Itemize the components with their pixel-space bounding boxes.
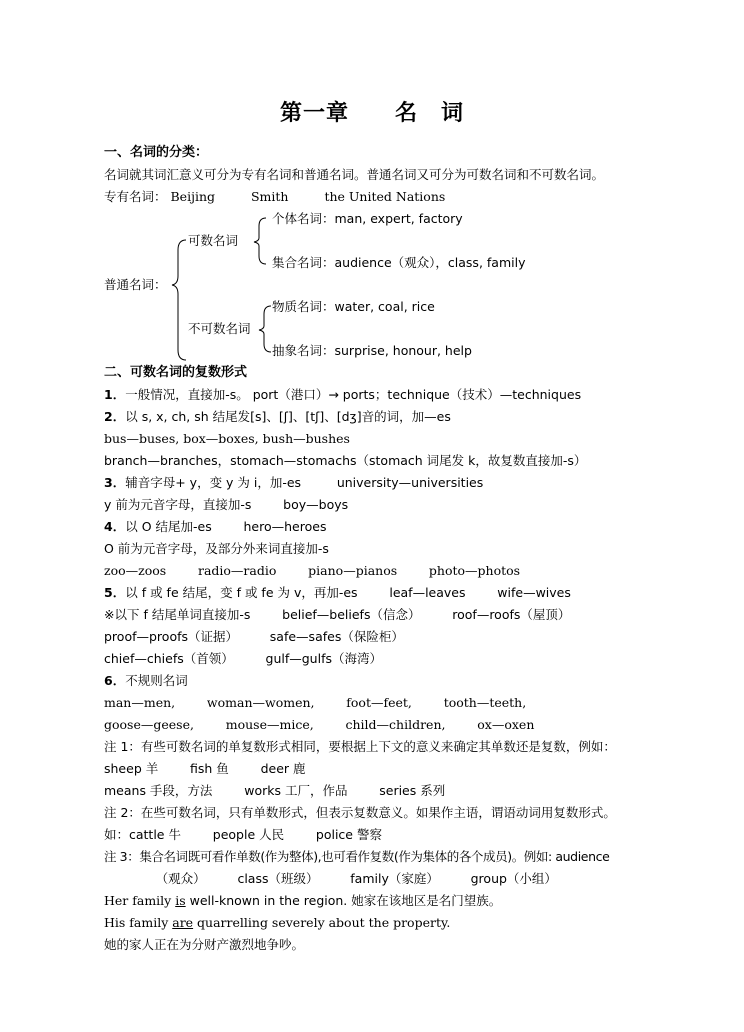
proper-example-1: Beijing [170,189,216,204]
text-line: means 手段，方法 works 工厂，作品 series 系列 [104,783,446,798]
rule-6: 6．不规则名词 [104,673,188,688]
common-noun-label: 普通名词： [104,277,167,292]
note-1: 注 1：有些可数名词的单复数形式相同，要根据上下文的意义来确定其单数还是复数，例如： [104,739,616,754]
text-line: sheep 羊 fish 鱼 deer 鹿 [104,761,306,776]
text-line: proof—proofs（证据） safe—safes（保险柜） [104,629,404,644]
text-line: goose—geese, mouse—mice, child—children, ox—oxen [104,717,535,732]
rule-number: 4 [104,519,113,534]
material-noun-item: 物质名词：water, coal, rice [272,299,435,314]
note-2: 注 2：在些可数名词，只有单数形式，但表示复数意义。如果作主语，谓语动词用复数形式。 [104,805,616,820]
text-line: 如：cattle 牛 people 人民 police 警察 [104,827,382,842]
countable-noun-label: 可数名词 [188,233,239,248]
note-3: 注 3：集合名词既可看作单数(作为整体),也可看作复数(作为集体的各个成员)。例如: audience [104,849,610,864]
text-line: ※以下 f 结尾单词直接加-s belief—beliefs（信念） roof—roofs（屋顶） [104,607,571,622]
countable-brace [254,218,266,264]
text-line: bus—buses, box—boxes, bush—bushes [104,431,350,446]
example-sentence-2: His family are quarrelling severely about the property. [104,915,451,930]
rule-number: 3 [104,475,113,490]
abstract-noun-item: 抽象名词：surprise, honour, help [272,343,472,358]
section1-heading: 一、名词的分类： [104,145,209,160]
section1-intro: 名词就其词汇意义可分为专有名词和普通名词。普通名词又可分为可数名词和不可数名词。 [104,167,605,182]
rule-5: 5．以 f 或 fe 结尾，变 f 或 fe 为 v，再加-es leaf—leaves wife—wives [104,585,571,600]
rule-number: 6 [104,673,113,688]
example-translation-2: 她的家人正在为分财产激烈地争吵。 [104,937,305,952]
chapter-number: 第一章 [279,101,349,126]
rule-4: 4．以 O 结尾加-es hero—heroes [104,519,327,534]
rule-2: 2．以 s, x, ch, sh 结尾发[s]、[ʃ]、[tʃ]、[dʒ]音的词，加—es [104,409,451,424]
text-line: chief—chiefs（首领） gulf—gulfs（海湾） [104,651,382,666]
text-line: zoo—zoos radio—radio piano—pianos photo—photos [104,563,521,578]
text-line: branch—branches，stomach—stomachs（stomach 词尾发 k，故复数直接加-s） [104,453,587,468]
rule-3: 3．辅音字母+ y，变 y 为 i，加-es university—universities [104,475,484,490]
example-sentence-1: Her family is well-known in the region. 她家在该地区是名门望族。 [104,893,502,908]
underlined-verb: are [172,915,194,930]
text-line: O 前为元音字母，及部分外来词直接加-s [104,541,329,556]
text-line: man—men, woman—women, foot—feet, tooth—teeth, [104,695,527,710]
individual-noun-item: 个体名词：man, expert, factory [272,211,463,226]
chapter-name: 名 词 [395,101,465,126]
rule-1: 1．一般情况，直接加-s。 port（港口）→ ports；technique（技术）—techniques [104,387,582,402]
collective-noun-item: 集合名词：audience（观众），class, family [272,255,526,270]
rule-number: 5 [104,585,113,600]
underlined-verb: is [175,893,186,908]
uncountable-noun-label: 不可数名词 [188,321,251,336]
common-noun-brace [172,240,186,360]
uncountable-brace [259,306,271,352]
text-line: （观众） class（班级） family（家庭） group（小组） [104,871,557,886]
rule-number: 2 [104,409,113,424]
rule-number: 1 [104,387,113,402]
proper-example-3: the United Nations [324,189,446,204]
text-line: y 前为元音字母，直接加-s boy—boys [104,497,349,512]
proper-noun-label: 专有名词： [104,189,167,204]
section2-heading: 二、可数名词的复数形式 [104,365,248,380]
proper-example-2: Smith [250,189,289,204]
